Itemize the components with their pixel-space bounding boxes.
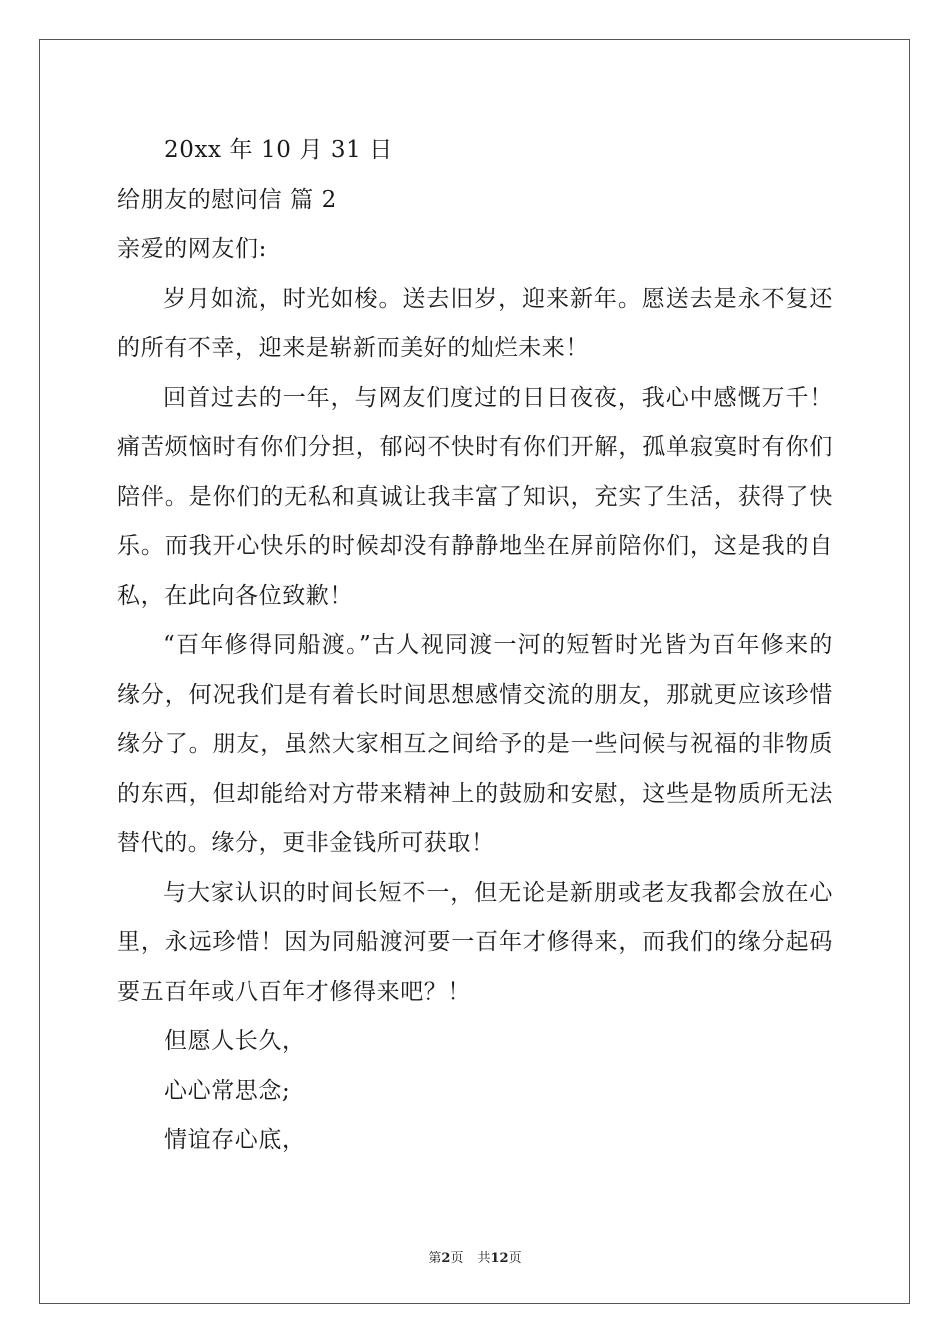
page-prefix: 第 — [428, 1251, 442, 1266]
letter-date: 20xx 年 10 月 31 日 — [164, 137, 393, 163]
verse-line-3: 情谊存心底， — [164, 1127, 306, 1153]
paragraph-1: 岁月如流，时光如梭。送去旧岁，迎来新年。愿送去是永不复还的所有不幸，迎来是崭新而美好的灿烂未来！ — [117, 285, 833, 361]
letter-title: 给朋友的慰问信 篇 2 — [117, 186, 337, 213]
paragraph-3: “百年修得同船渡。”古人视同渡一河的短暂时光皆为百年修来的缘分，何况我们是有着长时间思想感情交流的朋友，那就更应该珍惜缘分了。朋友，虽然大家相互之间给予的是一些问候与祝福的非物质的东西，但却能给对方带来精神上的鼓励和安慰，这些是物质所无法替代的。缘分，更非金钱所可获取！ — [117, 632, 833, 856]
paragraph-4: 与大家认识的时间长短不一，但无论是新朋或老友我都会放在心里，永远珍惜！因为同船渡河要一百年才修得来，而我们的缘分起码要五百年或八百年才修得来吧？！ — [117, 879, 833, 1005]
total-pages: 12 — [490, 1251, 509, 1266]
letter-salutation: 亲爱的网友们: — [117, 236, 267, 262]
verse-line-2: 心心常思念; — [164, 1077, 291, 1104]
total-prefix: 共 — [477, 1251, 491, 1266]
page-number: 2 — [441, 1251, 451, 1266]
paragraph-2: 回首过去的一年，与网友们度过的日日夜夜，我心中感慨万千！痛苦烦恼时有你们分担，郁闷不快时有你们开解，孤单寂寞时有你们陪伴。是你们的无私和真诚让我丰富了知识，充实了生活，获得了快乐。而我开心快乐的时候却没有静静地坐在屏前陪你们，这是我的自私，在此向各位致歉！ — [117, 384, 833, 609]
page-suffix: 页 — [450, 1251, 464, 1266]
letter-body — [117, 126, 833, 1166]
total-suffix: 页 — [508, 1251, 522, 1266]
verse-line-1: 但愿人长久， — [164, 1028, 306, 1054]
page-footer — [0, 1247, 950, 1266]
